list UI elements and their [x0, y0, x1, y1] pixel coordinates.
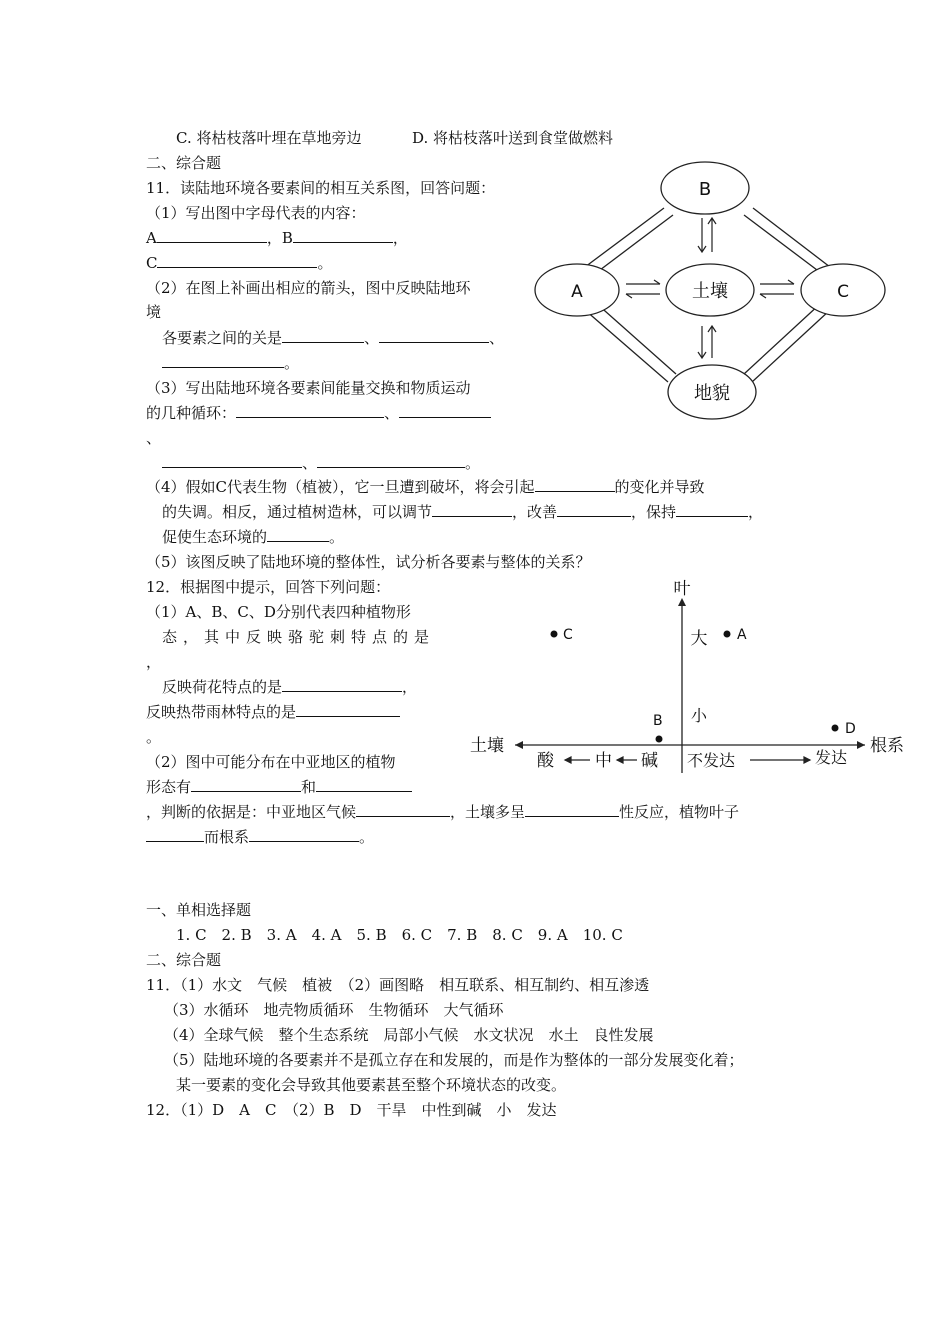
blank[interactable]	[432, 502, 512, 517]
section-title: 二、综合题	[146, 154, 222, 172]
blank[interactable]	[146, 827, 204, 842]
label-b: ，B	[266, 229, 293, 247]
blank[interactable]	[157, 228, 267, 243]
answer-11-5b: 某一要素的变化会导致其他要素甚至整个环境状态的改变。	[176, 1076, 567, 1094]
text: 反映荷花特点的是	[162, 678, 283, 696]
q11-part2-blanks	[162, 328, 504, 348]
text: ，判断的依据是：中亚地区气候	[146, 803, 357, 821]
blank[interactable]	[317, 453, 465, 468]
q11-part1: （1）写出图中字母代表的内容：	[146, 204, 366, 222]
text: 的失调。相反，通过植树造林，可以调节	[162, 503, 433, 521]
blank[interactable]	[557, 502, 631, 517]
label-developed: 发达	[815, 748, 848, 767]
q11-blank-row-ab	[146, 228, 408, 248]
text: 而根系	[204, 828, 250, 846]
q12-part2-reason	[146, 802, 739, 822]
point-d	[832, 721, 856, 737]
svg-text:D: D	[845, 721, 856, 737]
answer-11-5a: （5）陆地环境的各要素并不是孤立存在和发展的，而是作为整体的一部分发展变化着；	[164, 1051, 744, 1069]
blank[interactable]	[267, 527, 329, 542]
axis-root: 根系	[870, 736, 904, 756]
q11-part3-sep: 、	[146, 429, 162, 447]
label-big: 大	[690, 629, 708, 649]
answer-11-3: （3）水循环 地壳物质循环 生物循环 大气循环	[164, 1001, 504, 1019]
text: 的几种循环：	[146, 404, 237, 422]
q12-comma: ，	[146, 653, 162, 671]
sep: 、	[302, 454, 318, 472]
blank[interactable]	[282, 328, 364, 343]
text: （4）假如C代表生物（植被），它一旦遭到破坏，将会引起	[146, 478, 535, 496]
element-relationship-diagram	[530, 160, 890, 430]
text: 的变化并导致	[614, 478, 705, 496]
answer-mc: 1. C 2. B 3. A 4. A 5. B 6. C 7. B 8. C 9. A 10. C	[176, 926, 623, 944]
point-a	[724, 627, 748, 643]
svg-text:C: C	[837, 282, 849, 302]
svg-text:土壤: 土壤	[692, 281, 728, 302]
blank[interactable]	[191, 777, 301, 792]
q11-part4-end	[162, 527, 344, 547]
text: 形态有	[146, 778, 192, 796]
blank[interactable]	[296, 702, 400, 717]
blank[interactable]	[535, 477, 615, 492]
period: 。	[359, 828, 375, 846]
q12-part1-cont: 态，其中反映骆驼刺特点的是	[162, 628, 436, 646]
svg-text:A: A	[571, 282, 583, 302]
blank[interactable]	[162, 453, 302, 468]
sep: 、	[364, 329, 380, 347]
label-neutral: 中	[595, 751, 612, 771]
blank[interactable]	[676, 502, 748, 517]
blank[interactable]	[316, 777, 412, 792]
axis-leaf: 叶	[673, 579, 691, 599]
answer-section2: 二、综合题	[146, 951, 222, 969]
q11-blank-row-c	[146, 253, 333, 273]
sep: 、	[384, 404, 400, 422]
text: ，改善	[512, 503, 558, 521]
blank[interactable]	[525, 802, 619, 817]
label-acid: 酸	[537, 751, 554, 771]
period: 。	[329, 528, 345, 546]
period: 。	[284, 354, 300, 372]
blank[interactable]	[157, 253, 317, 268]
q12-part1-rainforest	[146, 702, 400, 722]
blank[interactable]	[249, 827, 359, 842]
node-c	[801, 264, 885, 316]
text: 促使生态环境的	[162, 528, 268, 546]
q11-part3: （3）写出陆地环境各要素间能量交换和物质运动	[146, 379, 471, 397]
text: 性反应，植物叶子	[619, 803, 740, 821]
blank[interactable]	[399, 403, 491, 418]
plant-form-diagram	[465, 578, 915, 778]
option-c: C. 将枯枝落叶埋在草地旁边	[176, 129, 362, 147]
period: 。	[317, 254, 333, 272]
q11-part3-cont	[146, 403, 491, 423]
blank[interactable]	[379, 328, 489, 343]
text: 和	[301, 778, 317, 796]
blank[interactable]	[162, 353, 284, 368]
q11-part4-cont	[162, 502, 763, 522]
q11-part4	[146, 477, 705, 497]
node-b	[661, 162, 749, 214]
answer-11-4: （4）全球气候 整个生态系统 局部小气候 水文状况 水土 良性发展	[164, 1026, 654, 1044]
q12-part1: （1）A、B、C、D分别代表四种植物形	[146, 603, 411, 621]
axis-soil: 土壤	[470, 736, 504, 756]
text: ，土壤多呈	[450, 803, 526, 821]
node-soil	[666, 264, 754, 316]
answer-12: 12．（1）D A C （2）B D 干旱 中性到碱 小 发达	[146, 1101, 557, 1119]
q11-part2-blank-row	[162, 353, 299, 373]
blank[interactable]	[236, 403, 384, 418]
q11-stem: 11．读陆地环境各要素间的相互关系图，回答问题：	[146, 179, 496, 197]
comma: ，	[402, 678, 418, 696]
text: ，	[748, 503, 764, 521]
label-small: 小	[690, 706, 708, 725]
q12-part2: （2）图中可能分布在中亚地区的植物	[146, 753, 396, 771]
svg-text:地貌: 地貌	[694, 383, 730, 404]
q12-part2-end	[146, 827, 374, 847]
svg-text:B: B	[653, 713, 663, 729]
option-d: D. 将枯枝落叶送到食堂做燃料	[412, 129, 614, 147]
label-c: C	[146, 254, 158, 272]
period: 。	[465, 454, 481, 472]
q12-part2-cont	[146, 777, 412, 797]
q12-stem: 12．根据图中提示，回答下列问题：	[146, 578, 391, 596]
answer-section1: 一、单相选择题	[146, 901, 252, 919]
node-a	[535, 264, 619, 316]
label-alkali: 碱	[641, 751, 658, 771]
q11-part5: （5）该图反映了陆地环境的整体性，试分析各要素与整体的关系？	[146, 553, 591, 571]
label-a: A	[146, 229, 157, 247]
node-landform	[668, 365, 756, 419]
blank[interactable]	[282, 677, 402, 692]
svg-text:B: B	[698, 179, 712, 200]
q11-part2: （2）在图上补画出相应的箭头，图中反映陆地环	[146, 279, 471, 297]
text: 反映热带雨林特点的是	[146, 703, 297, 721]
svg-text:A: A	[737, 627, 747, 643]
sep: 、	[489, 329, 505, 347]
q12-period: 。	[146, 728, 162, 746]
point-c	[551, 627, 574, 643]
q11-part2-cont: 境	[146, 303, 162, 321]
q11-part3-blanks	[162, 453, 480, 473]
label-undeveloped: 不发达	[687, 751, 736, 770]
svg-text:C: C	[563, 627, 573, 643]
point-b	[653, 713, 663, 743]
comma: ，	[392, 229, 408, 247]
text: 各要素之间的关是	[162, 329, 283, 347]
text: ，保持	[631, 503, 677, 521]
answer-11-1: 11．（1）水文 气候 植被 （2）画图略 相互联系、相互制约、相互渗透	[146, 976, 650, 994]
blank[interactable]	[356, 802, 450, 817]
blank[interactable]	[293, 228, 393, 243]
q12-part1-lotus	[162, 677, 417, 697]
